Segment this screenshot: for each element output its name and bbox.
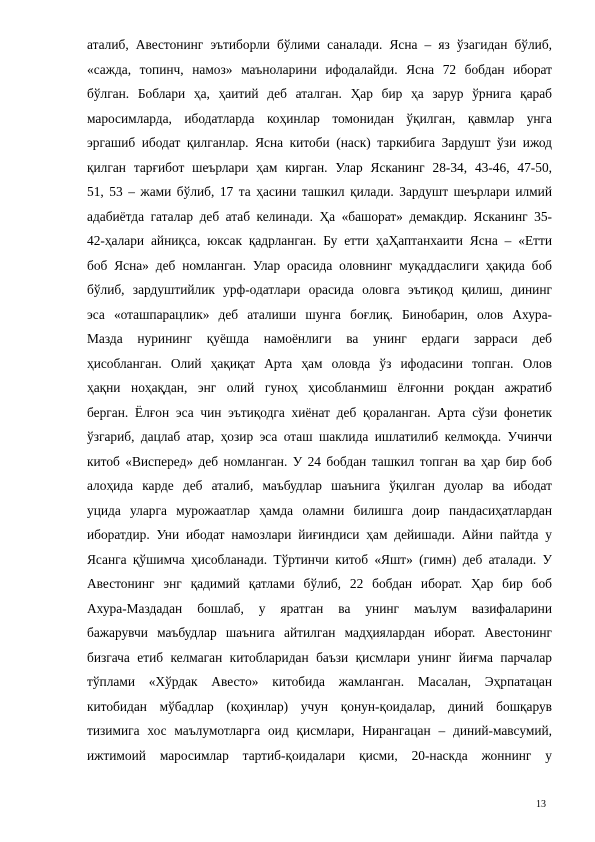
- text-line: китоб «Висперед» деб номланган. У 24 бобдан ташкил топган ва ҳар бир боб: [87, 453, 552, 469]
- text-line: ҳақни ноҳақдан, энг олий гуноҳ ҳисобланмиш ёлғонни роқдан ажратиб: [87, 380, 552, 395]
- text-line: иборатдир. Уни ибодат намозлари йиғиндиси ҳам дейишади. Айни пайтда у: [87, 527, 552, 542]
- page-number: 13: [536, 799, 546, 810]
- text-line: адабиётда гаталар деб атаб келинади. Ҳа «башорат» демакдир. Ясканинг 35-: [87, 208, 552, 224]
- text-line: Ясанга қўшимча ҳисобланади. Тўртинчи китоб «Яшт» (гимн) деб аталади. У: [87, 551, 552, 567]
- text-line: бажарувчи маъбудлар шаънига айтилган мадҳиялардан иборат. Авестонинг: [87, 625, 552, 640]
- text-line: берган. Ёлғон эса чин эътиқодга хиёнат деб қораланган. Арта сўзи фонетик: [87, 404, 552, 420]
- text-line: эса «оташпарацлик» деб аталиши шунга боғлиқ. Бинобарин, олов Ахура-: [87, 306, 552, 322]
- text-line: 42-ҳалари айниқса, юксак қадрланган. Бу етти ҳаҲаптанхаити Ясна – «Етти: [87, 233, 552, 248]
- text-line: «сажда, топинч, намоз» маъноларини ифодалайди. Ясна 72 бобдан иборат: [87, 61, 552, 77]
- text-line: тўплами «Хўрдак Авесто» китобида жамланган. Масалан, Эҳрпатацан: [87, 674, 552, 689]
- text-line: бўлган. Боблари ҳа, ҳаитий деб аталган. Ҳар бир ҳа зарур ўрнига қараб: [87, 86, 552, 101]
- text-line: қилган тарғибот шеърлари ҳам кирган. Улар Ясканинг 28-34, 43-46, 47-50,: [87, 159, 552, 175]
- text-line: 51, 53 – жами бўлиб, 17 та ҳасини ташкил қилади. Зардушт шеърлари илмий: [87, 184, 552, 199]
- text-line: Ахура-Маздадан бошлаб, у яратган ва унинг маълум вазифаларини: [87, 600, 552, 616]
- text-line: эргашиб ибодат қилганлар. Ясна китоби (наск) таркибига Зардушт ўзи ижод: [87, 135, 552, 150]
- text-line: алоҳида карде деб аталиб, маъбудлар шаънига ўқилган дуолар ва ибодат: [87, 478, 552, 493]
- text-line: бўлиб, зардуштийлик урф-одатлари орасида оловга эътиқод қилиш, дининг: [87, 282, 552, 297]
- text-line: маросимларда, ибодатларда коҳинлар томонидан ўқилган, қавмлар унга: [87, 110, 552, 126]
- text-line: боб Ясна» деб номланган. Улар орасида оловнинг муқаддаслиги ҳақида боб: [87, 257, 552, 273]
- text-line: ҳисобланган. Олий ҳақиқат Арта ҳам оловда ўз ифодасини топган. Олов: [87, 355, 552, 371]
- text-line: ўзгариб, дацлаб атар, ҳозир эса оташ шаклида ишлатилиб келмоқда. Учинчи: [87, 429, 552, 444]
- text-line: Мазда нурининг қуёшда намоёнлиги ва унинг ердаги зарраси деб: [87, 331, 552, 346]
- text-line: китобидан мўбадлар (коҳинлар) учун қонун-қоидалар, диний бошқарув: [87, 698, 552, 714]
- text-line: бизгача етиб келмаган китобларидан баъзи қисмлари унинг йиғма парчалар: [87, 649, 552, 665]
- body-paragraph: [87, 33, 552, 768]
- text-line: ижтимоий маросимлар тартиб-қоидалари қисми, 20-наскда жоннинг у: [87, 747, 552, 763]
- text-line: тизимига хос маълумотларга оид қисмлари, Нирангацан – диний-мавсумий,: [87, 723, 552, 738]
- text-line: аталиб, Авестонинг эътиборли бўлими саналади. Ясна – яз ўзагидан бўлиб,: [87, 37, 552, 52]
- text-line: Авестонинг энг қадимий қатлами бўлиб, 22 бобдан иборат. Ҳар бир боб: [87, 576, 552, 591]
- text-line: уцида уларга мурожаатлар ҳамда оламни билишга доир пандасиҳатлардан: [87, 502, 552, 518]
